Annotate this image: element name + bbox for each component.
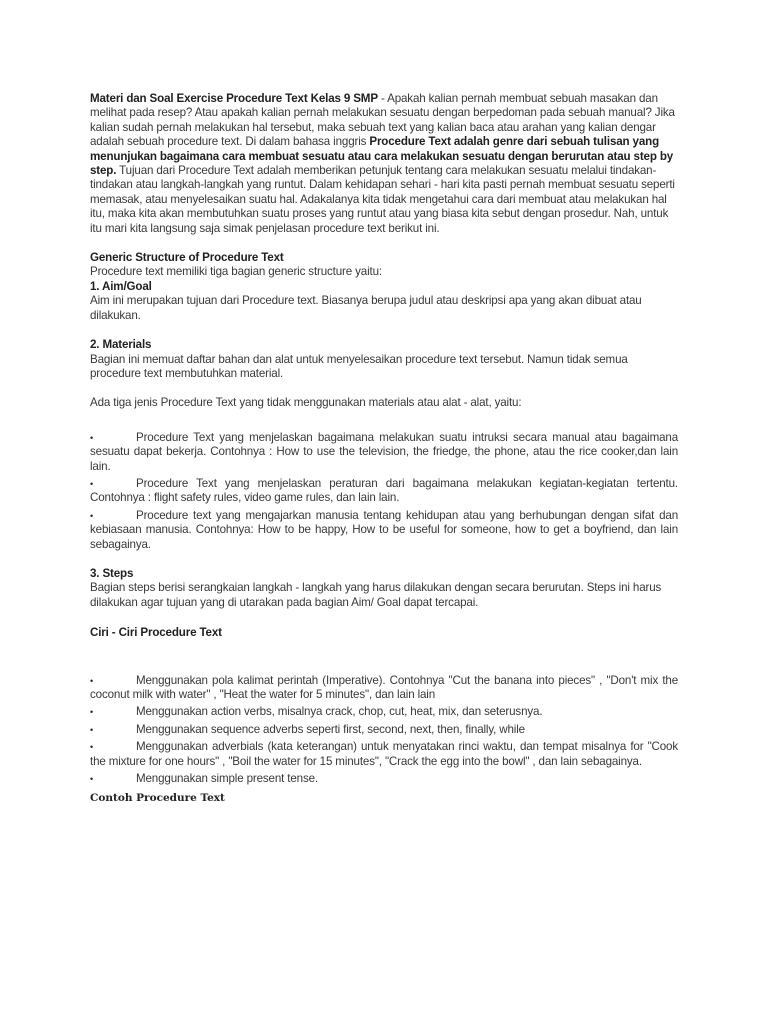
generic-structure-heading: Generic Structure of Procedure Text xyxy=(90,251,284,265)
materials-text: Bagian ini memuat daftar bahan dan alat untuk menyelesaikan procedure text tersebut. Namun tidak semua procedure text membutuhkan material. xyxy=(90,352,628,380)
steps-heading: 3. Steps xyxy=(90,566,134,580)
list-item xyxy=(90,740,678,769)
generic-structure-lead: Procedure text memiliki tiga bagian generic structure yaitu: xyxy=(90,265,382,279)
steps-text: Bagian steps berisi serangkaian langkah - langkah yang harus dilakukan dengan secara berurutan. Steps ini harus dilakukan agar tujuan yang di utarakan pada bagian Aim/ Goal dapat tercapai. xyxy=(90,581,662,609)
bullet-icon: • xyxy=(90,742,94,753)
aim-goal-heading: 1. Aim/Goal xyxy=(90,279,152,293)
ciri-item-text: Menggunakan pola kalimat perintah (Imperative). Contohnya "Cut the banana into pieces" , "Don't mix the coconut milk with water" , "Heat the water for 5 minutes", dan lain lain xyxy=(90,673,678,701)
aim-goal-text: Aim ini merupakan tujuan dari Procedure text. Biasanya berupa judul atau deskripsi apa yang akan dibuat atau dilakukan. xyxy=(90,294,642,322)
ciri-list xyxy=(90,674,678,787)
list-item xyxy=(90,431,678,474)
bullet-icon: • xyxy=(90,774,94,785)
list-item xyxy=(90,674,678,703)
bullet-icon: • xyxy=(90,724,94,735)
ciri-item-text: Menggunakan adverbials (kata keterangan) untuk menyatakan rinci waktu, dan tempat misalnya for "Cook the mixture for one hours" , "Boil the water for 15 minutes", "Crack the egg into the bowl" , dan lain sebagainya. xyxy=(90,740,678,768)
bullet-icon: • xyxy=(90,675,94,686)
intro-paragraph xyxy=(90,92,678,236)
bullet-icon: • xyxy=(90,510,94,521)
bullet-icon: • xyxy=(90,707,94,718)
jenis-text: Ada tiga jenis Procedure Text yang tidak menggunakan materials atau alat - alat, yaitu: xyxy=(90,396,522,410)
materials-heading: 2. Materials xyxy=(90,338,152,352)
bullet-icon: • xyxy=(90,478,94,489)
ciri-item-text: Menggunakan sequence adverbs seperti first, second, next, then, finally, while xyxy=(136,722,525,736)
list-item xyxy=(90,772,678,786)
intro-title: Materi dan Soal Exercise Procedure Text Kelas 9 SMP xyxy=(90,92,378,105)
jenis-item-text: Procedure text yang mengajarkan manusia tentang kehidupan atau yang berhubungan dengan sifat dan kebiasaan manusia. Contohnya: How to be happy, How to be useful for someone, how to get a boyfriend, dan lain sebagainya. xyxy=(90,508,678,551)
list-item xyxy=(90,723,678,737)
document-page xyxy=(90,92,678,806)
ciri-item-text: Menggunakan simple present tense. xyxy=(136,772,318,786)
ciri-item-text: Menggunakan action verbs, misalnya crack, chop, cut, heat, mix, dan seterusnya. xyxy=(136,705,543,719)
ciri-heading: Ciri - Ciri Procedure Text xyxy=(90,626,222,640)
procedure-definition: Procedure Text adalah genre dari sebuah tulisan yang menunjukan bagaimana cara membuat sesuatu atau cara melakukan sesuatu dengan berurutan atau step by step. xyxy=(90,135,674,178)
bullet-icon: • xyxy=(90,432,94,443)
list-item xyxy=(90,705,678,719)
contoh-heading: Contoh Procedure Text xyxy=(90,792,225,805)
jenis-item-text: Procedure Text yang menjelaskan bagaimana melakukan suatu intruksi secara manual atau bagaimana sesuatu dapat bekerja. Contohnya : How to use the television, the friedge, the phone, atau the rice cooker,dan lain lain. xyxy=(90,430,678,473)
intro-text-1: Apakah kalian pernah membuat sebuah masakan dan melihat pada resep? Atau apakah kalian pernah melakukan sesuatu dengan berpedoman pada sebuah manual? Jika kalian sudah pernah melakukan hal tersebut, maka sebuah text yang kalian baca atau arahan yang kalian dengar adalah sebuah procedure text. Di dalam bahasa inggris xyxy=(90,92,675,149)
jenis-list xyxy=(90,431,678,552)
list-item xyxy=(90,509,678,552)
jenis-item-text: Procedure Text yang menjelaskan peraturan dari bagaimana melakukan kegiatan-kegiatan tertentu. Contohnya : flight safety rules, video game rules, dan lain lain. xyxy=(90,476,678,505)
intro-separator: - xyxy=(377,92,388,105)
list-item xyxy=(90,477,678,506)
intro-text-2: Tujuan dari Procedure Text adalah memberikan petunjuk tentang cara melakukan sesuatu melalui tindakan-tindakan atau langkah-langkah yang runtut. Dalam kehidapan sehari - hari kita pasti pernah membuat sesuatu seperti memasak, atau menyelesaikan suatu hal. Adakalanya kita tidak mengetahui cara dari membuat atau melakukan hal itu, maka kita akan membutuhkan suatu proses yang runtut atau yang biasa kita sebut dengan prosedur. Nah, untuk itu mari kita langsung saja simak penjelasan procedure text berikut ini. xyxy=(90,164,675,235)
